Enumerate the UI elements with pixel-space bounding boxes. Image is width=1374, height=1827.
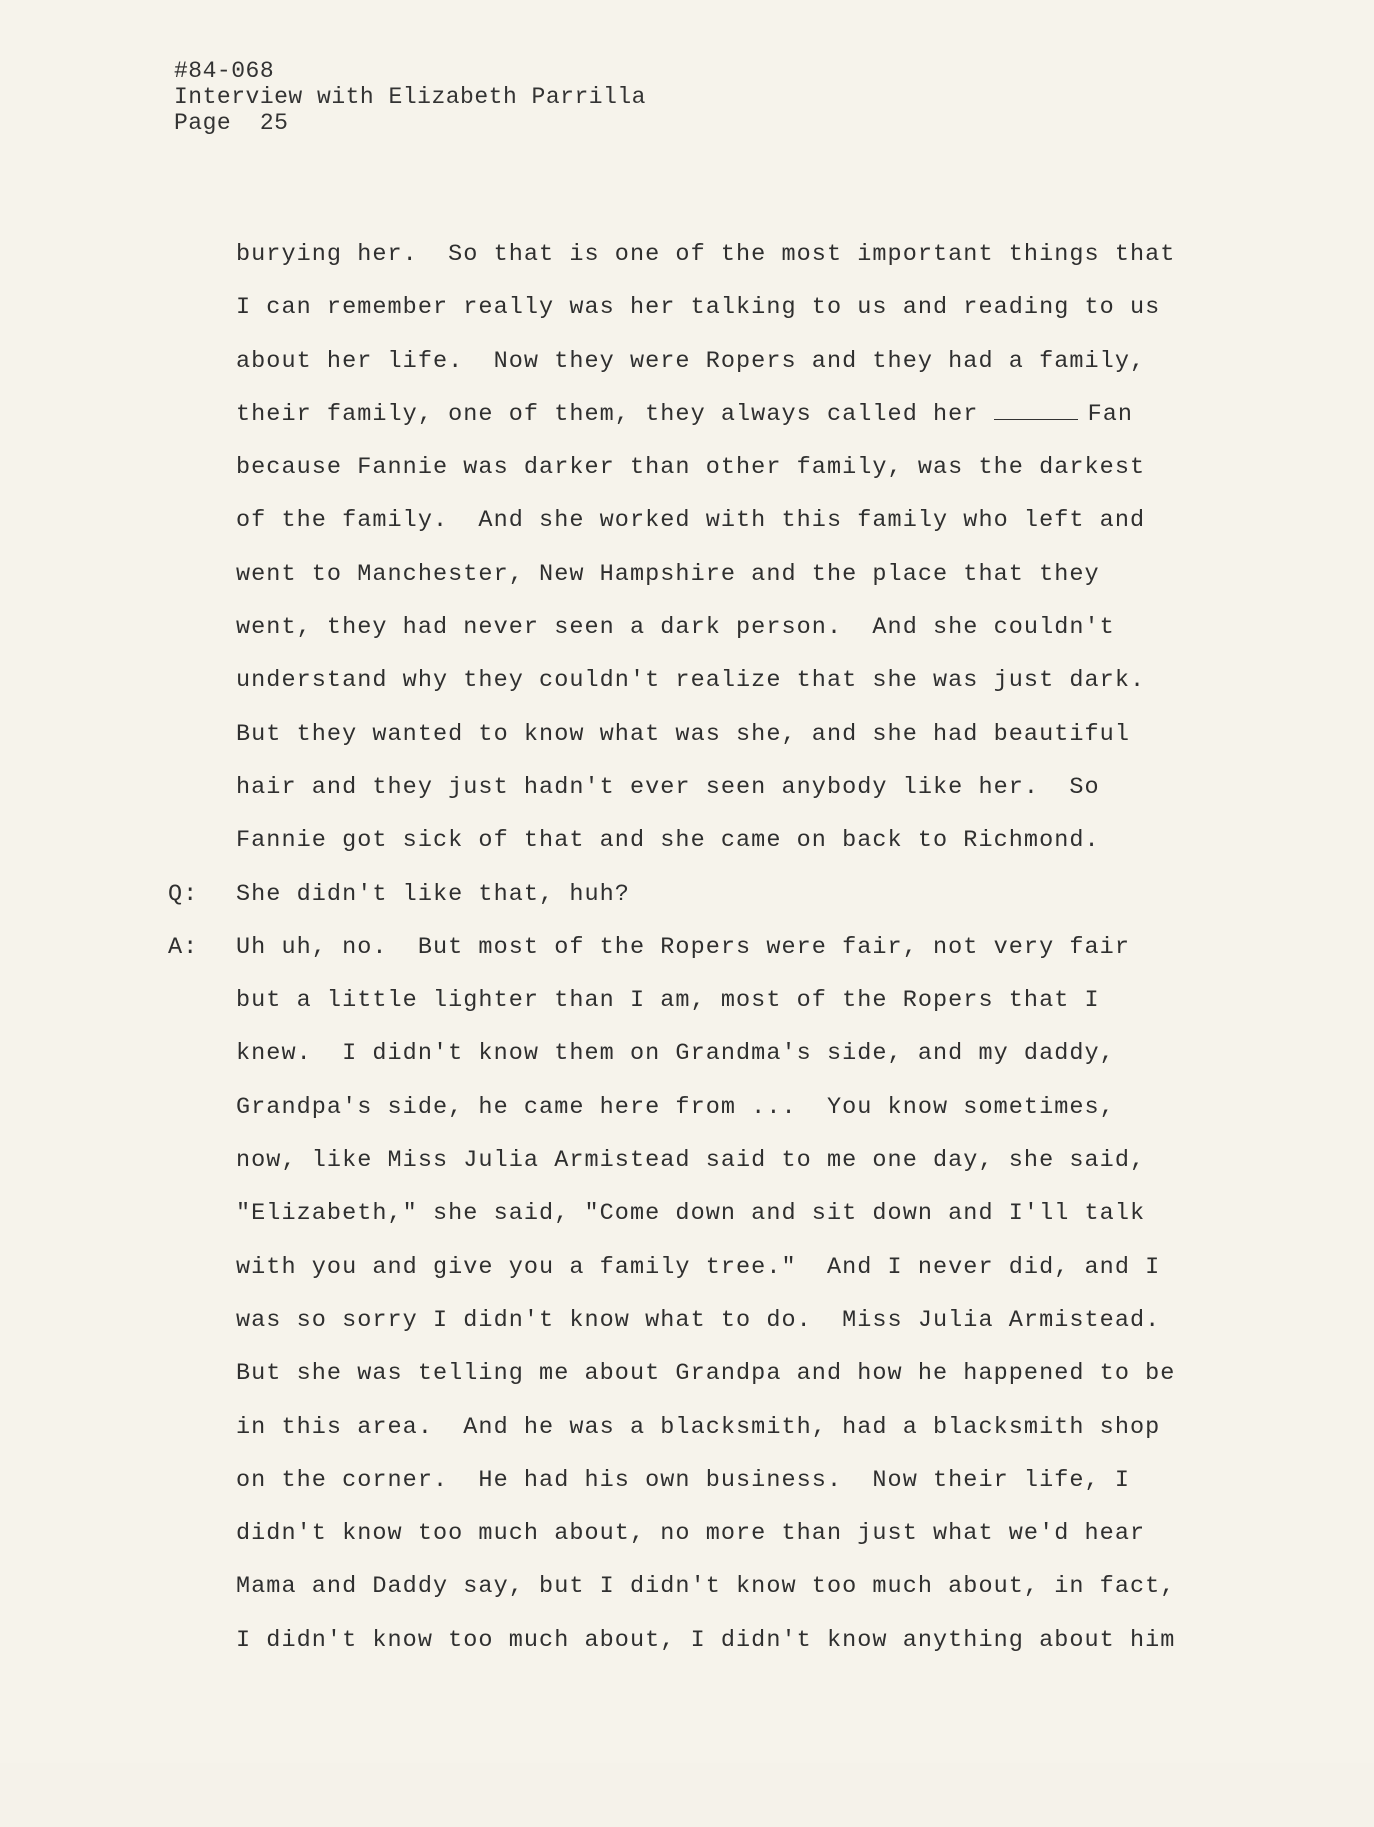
transcript-line (168, 654, 1228, 707)
line-text: with you and give you a family tree." And I never did, and I (236, 1253, 1161, 1281)
line-text: I didn't know too much about, I didn't know anything about him (236, 1626, 1176, 1654)
transcript-line (168, 974, 1228, 1027)
line-text: in this area. And he was a blacksmith, had a blacksmith shop (236, 1413, 1161, 1441)
transcript-line (168, 1454, 1228, 1507)
line-text-after-blank: Fan (1087, 400, 1134, 428)
line-text (236, 388, 1133, 441)
line-text: Grandpa's side, he came here from ... You know sometimes, (236, 1093, 1115, 1121)
transcript-line (168, 708, 1228, 761)
line-text: was so sorry I didn't know what to do. Miss Julia Armistead. (236, 1306, 1161, 1334)
transcript-line (168, 1347, 1228, 1400)
document-id: #84-068 (174, 58, 275, 84)
transcript-line (168, 601, 1228, 654)
line-text: Uh uh, no. But most of the Ropers were fair, not very fair (236, 933, 1130, 961)
line-text: now, like Miss Julia Armistead said to me one day, she said, (236, 1147, 1146, 1175)
transcript-line (168, 761, 1228, 814)
transcript-line (168, 548, 1228, 601)
transcript-line (168, 1241, 1228, 1294)
line-text: Fannie got sick of that and she came on back to Richmond. (236, 827, 1100, 855)
line-text: of the family. And she worked with this family who left and (236, 507, 1146, 535)
line-text: on the corner. He had his own business. Now their life, I (236, 1466, 1130, 1494)
line-text: understand why they couldn't realize that she was just dark. (236, 667, 1146, 695)
transcript-line (168, 1187, 1228, 1240)
line-text: but a little lighter than I am, most of the Ropers that I (236, 987, 1100, 1015)
blank-underline (994, 401, 1078, 420)
line-text: hair and they just hadn't ever seen anybody like her. So (236, 773, 1100, 801)
line-text: didn't know too much about, no more than just what we'd hear (236, 1520, 1146, 1548)
transcript-line (168, 1560, 1228, 1613)
line-text-before-blank: their family, one of them, they always called her (236, 400, 994, 428)
transcript-body (168, 228, 1228, 1667)
page-number: Page 25 (174, 110, 289, 136)
line-text: "Elizabeth," she said, "Come down and sit down and I'll talk (236, 1200, 1146, 1228)
transcript-line (168, 335, 1228, 388)
transcript-line (168, 814, 1228, 867)
line-text: burying her. So that is one of the most important things that (236, 241, 1176, 268)
transcript-line (168, 1027, 1228, 1080)
transcript-line (168, 281, 1228, 334)
line-text: about her life. Now they were Ropers and they had a family, (236, 347, 1146, 375)
line-text: Mama and Daddy say, but I didn't know too much about, in fact, (236, 1573, 1176, 1601)
transcript-line (168, 921, 1228, 974)
speaker-label: A: (168, 933, 199, 961)
transcript-line (168, 868, 1228, 921)
line-text: But they wanted to know what was she, and she had beautiful (236, 720, 1130, 748)
transcript-line (168, 441, 1228, 494)
line-text: because Fannie was darker than other family, was the darkest (236, 454, 1146, 482)
transcript-line (168, 1134, 1228, 1187)
transcript-line (168, 1401, 1228, 1454)
transcript-line (168, 1081, 1228, 1134)
transcript-line (168, 494, 1228, 547)
document-title: Interview with Elizabeth Parrilla (174, 84, 646, 110)
transcript-line (168, 228, 1228, 281)
page-header (174, 58, 646, 136)
transcript-line (168, 388, 1228, 441)
line-text: But she was telling me about Grandpa and how he happened to be (236, 1360, 1176, 1388)
speaker-label: Q: (168, 880, 199, 908)
line-text: I can remember really was her talking to us and reading to us (236, 294, 1161, 322)
line-text: knew. I didn't know them on Grandma's side, and my daddy, (236, 1040, 1115, 1068)
transcript-line (168, 1507, 1228, 1560)
transcript-line (168, 1294, 1228, 1347)
transcript-line (168, 1614, 1228, 1667)
line-text: She didn't like that, huh? (236, 880, 630, 908)
line-text: went to Manchester, New Hampshire and the place that they (236, 560, 1100, 588)
line-text: went, they had never seen a dark person. And she couldn't (236, 614, 1115, 642)
